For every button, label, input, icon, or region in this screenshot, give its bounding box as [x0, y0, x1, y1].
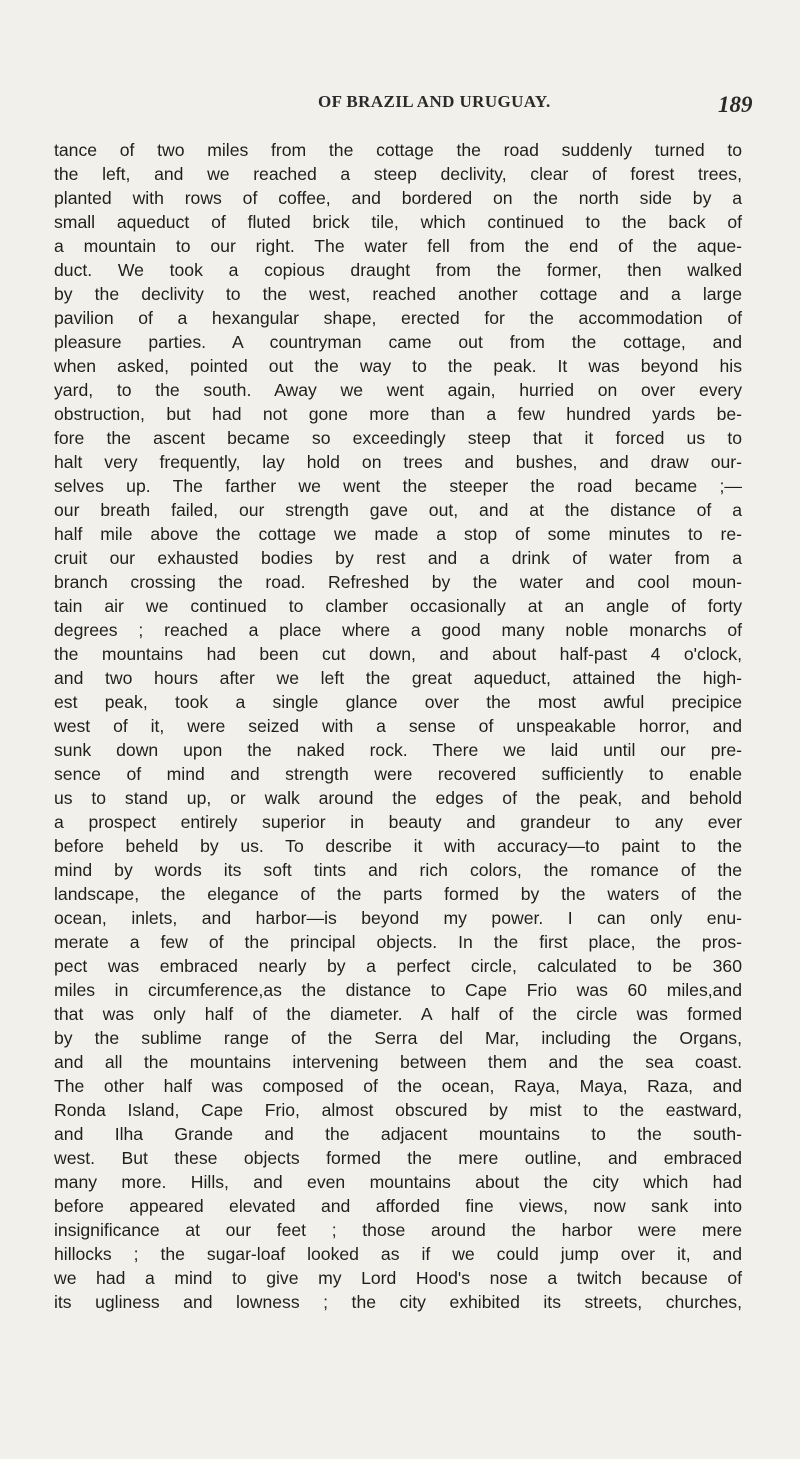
text-line: ocean, inlets, and harbor—is beyond my power. I can only enu-	[54, 908, 742, 928]
text-line: miles in circumference,as the distance to Cape Frio was 60 miles,and	[54, 980, 742, 1000]
text-line: obstruction, but had not gone more than a few hundred yards be-	[54, 404, 742, 424]
text-line: insignificance at our feet ; those around the harbor were mere	[54, 1220, 742, 1240]
text-line: by the declivity to the west, reached another cottage and a large	[54, 284, 742, 304]
text-line: the mountains had been cut down, and about half-past 4 o'clock,	[54, 644, 742, 664]
text-line: landscape, the elegance of the parts formed by the waters of the	[54, 884, 742, 904]
text-line: when asked, pointed out the way to the peak. It was beyond his	[54, 356, 742, 376]
text-line: a mountain to our right. The water fell from the end of the aque-	[54, 236, 742, 256]
text-line: fore the ascent became so exceedingly steep that it forced us to	[54, 428, 742, 448]
text-line: duct. We took a copious draught from the former, then walked	[54, 260, 742, 280]
text-line: and Ilha Grande and the adjacent mountains to the south-	[54, 1124, 742, 1144]
text-line: sence of mind and strength were recovered sufficiently to enable	[54, 764, 742, 784]
text-line: tance of two miles from the cottage the road suddenly turned to	[54, 140, 742, 160]
text-line: west of it, were seized with a sense of unspeakable horror, and	[54, 716, 742, 736]
text-line: pleasure parties. A countryman came out from the cottage, and	[54, 332, 742, 352]
text-line: hillocks ; the sugar-loaf looked as if we could jump over it, and	[54, 1244, 742, 1264]
text-line: yard, to the south. Away we went again, hurried on over every	[54, 380, 742, 400]
text-line: before appeared elevated and afforded fine views, now sank into	[54, 1196, 742, 1216]
page-number: 189	[718, 92, 753, 117]
running-head	[0, 92, 800, 132]
text-line: sunk down upon the naked rock. There we laid until our pre-	[54, 740, 742, 760]
text-line: tain air we continued to clamber occasionally at an angle of forty	[54, 596, 742, 616]
text-line: halt very frequently, lay hold on trees and bushes, and draw our-	[54, 452, 742, 472]
text-line: pavilion of a hexangular shape, erected for the accommodation of	[54, 308, 742, 328]
text-line: branch crossing the road. Refreshed by the water and cool moun-	[54, 572, 742, 592]
text-line: us to stand up, or walk around the edges of the peak, and behold	[54, 788, 742, 808]
text-line: mind by words its soft tints and rich colors, the romance of the	[54, 860, 742, 880]
text-line: our breath failed, our strength gave out, and at the distance of a	[54, 500, 742, 520]
text-line: before beheld by us. To describe it with accuracy—to paint to the	[54, 836, 742, 856]
text-line: selves up. The farther we went the steeper the road became ;—	[54, 476, 742, 496]
text-line: west. But these objects formed the mere outline, and embraced	[54, 1148, 742, 1168]
text-line: the left, and we reached a steep declivity, clear of forest trees,	[54, 164, 742, 184]
text-line: by the sublime range of the Serra del Mar, including the Organs,	[54, 1028, 742, 1048]
text-line: cruit our exhausted bodies by rest and a drink of water from a	[54, 548, 742, 568]
text-line: many more. Hills, and even mountains about the city which had	[54, 1172, 742, 1192]
text-line: degrees ; reached a place where a good many noble monarchs of	[54, 620, 742, 640]
text-line: a prospect entirely superior in beauty and grandeur to any ever	[54, 812, 742, 832]
text-line: that was only half of the diameter. A half of the circle was formed	[54, 1004, 742, 1024]
text-line: The other half was composed of the ocean, Raya, Maya, Raza, and	[54, 1076, 742, 1096]
text-line: we had a mind to give my Lord Hood's nose a twitch because of	[54, 1268, 742, 1288]
text-line: and two hours after we left the great aqueduct, attained the high-	[54, 668, 742, 688]
text-line: Ronda Island, Cape Frio, almost obscured by mist to the eastward,	[54, 1100, 742, 1120]
text-line: est peak, took a single glance over the most awful precipice	[54, 692, 742, 712]
text-line: its ugliness and lowness ; the city exhibited its streets, churches,	[54, 1292, 742, 1312]
text-line: planted with rows of coffee, and bordered on the north side by a	[54, 188, 742, 208]
text-line: merate a few of the principal objects. In the first place, the pros-	[54, 932, 742, 952]
text-line: small aqueduct of fluted brick tile, which continued to the back of	[54, 212, 742, 232]
text-line: pect was embraced nearly by a perfect circle, calculated to be 360	[54, 956, 742, 976]
text-line: and all the mountains intervening between them and the sea coast.	[54, 1052, 742, 1072]
text-line: half mile above the cottage we made a stop of some minutes to re-	[54, 524, 742, 544]
running-title: OF BRAZIL AND URUGUAY.	[318, 92, 551, 111]
